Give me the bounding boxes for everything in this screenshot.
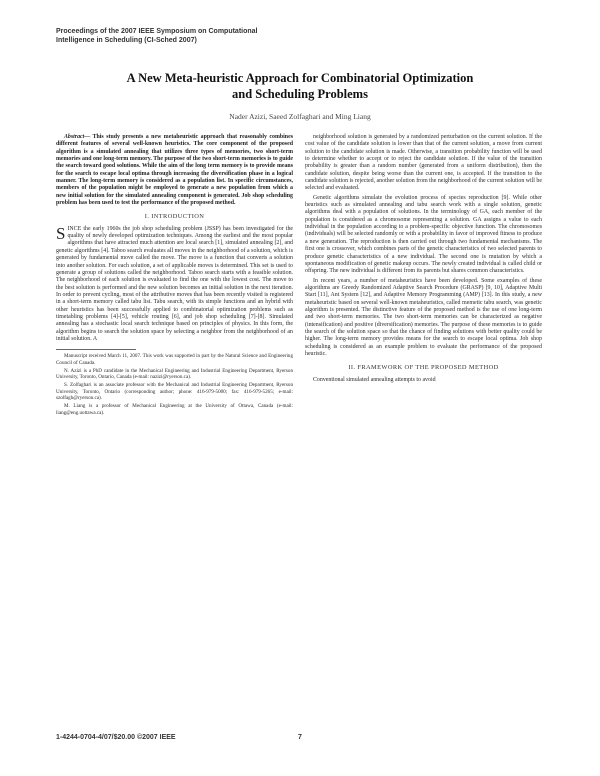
title-line-2: and Scheduling Problems — [232, 87, 368, 101]
section-heading-framework: II. FRAMEWORK OF THE PROPOSED METHOD — [348, 364, 499, 372]
proceedings-line-1: Proceedings of the 2007 IEEE Symposium on Computational — [56, 28, 258, 35]
footnote-author-azizi: N. Azizi is a PhD candidate in the Mechanical Engineering and Industrial Engineering Department, Ryerson University, Toronto, Ontario, Canada (e-mail: nazizi@ryerson.ca). — [56, 367, 293, 381]
body-paragraph-framework: Conventional simulated annealing attempts to avoid — [313, 376, 436, 383]
author-list: Nader Azizi, Saeed Zolfaghari and Ming Liang — [229, 112, 371, 121]
footnote-author-liang: M. Liang is a professor of Mechanical Engineering at the University of Ottawa, Canada (e-mail: liang@eng.uottawa.ca). — [56, 403, 293, 416]
page-number: 7 — [298, 734, 302, 741]
abstract-text: — This study presents a new metaheuristic approach that reasonably combines different features of several well-known heuristics. The core component of the proposed algorithm is a simulated annealing that utilizes three types of memories, two short-term memories and one long-term memory. The purpose of the two short-term memories is to guide the search toward good solutions. While the aim of the long term memory is to provide means for the search to escape local optima through increasing the diversification phase in a logical manner. The long-term memory is considered as a population list. In specific circumstances, members of the population might be employed to generate a new population from which a new initial solution for the simulated annealing component is generated. Job shop scheduling problem has been used to test the performance of the proposed method. — [56, 134, 293, 207]
title-line-1: A New Meta-heuristic Approach for Combinatorial Optimization — [126, 71, 474, 85]
footnote-manuscript: Manuscript received March 11, 2007. This work was supported in part by the Natural Science and Engineering Council of Canada. — [56, 353, 293, 366]
abstract — [56, 134, 293, 207]
drop-cap: S — [56, 223, 66, 243]
abstract-label: Abstract — [64, 134, 85, 140]
section-heading-introduction: I. INTRODUCTION — [144, 213, 205, 221]
footnote-author-zolfaghari: S. Zolfaghari is an associate professor with the Mechanical and Industrial Engineering Department, Ryerson University, Toronto, Ontario (corresponding author; phone: 416-979-5000; fax: 416-979-5265; e-mail: szolfagh@ryerson.ca). — [56, 382, 293, 402]
body-paragraph-metaheuristics: In recent years, a number of metaheuristics have been developed. Some examples of these algorithms are Greedy Randomized Adaptive Search Procedure (GRASP) [9, 10], Adaptive Multi Start [11], Ant System [12], and Adaptive Memory Programming (AMP) [13]. In this study, a new metaheuristic based on several well-known metaheuristics, called memetic tabu search, was genetic algorithm is presented. The distinctive feature of the proposed method is the use of one long-term and two short-term memories. The two short-term memories can be characterized as negative (intensification) and positive (diversification) memories. The purpose of these memories is to guide the search of the solution space so that the chance of finding solutions with better quality could be higher. The long-term memory provides means for the search to escape local optima. Job shop scheduling is considered as an example problem to evaluate the performance of the proposed heuristic. — [305, 277, 542, 357]
isbn-footer: 1-4244-0704-4/07/$20.00 ©2007 IEEE — [56, 734, 176, 741]
paper-title — [60, 70, 540, 102]
proceedings-line-2: Intelligence in Scheduling (CI-Sched 2007) — [56, 37, 197, 44]
right-column — [305, 134, 542, 386]
body-paragraph-ga: Genetic algorithms simulate the evolution process of species reproduction [9]. While other heuristics such as simulated annealing and tabu search work with a single solution, genetic algorithms deal with a population of solutions. In the terminology of GA, each member of the population is considered as a chromosome representing a solution. GA assigns a value to each individual in the population according to a problem-specific objective function. The chromosomes (individuals) will be selected randomly or with a probability in favor of improved fitness to produce a new generation. The reproduction is then carried out through two fundamental mechanisms. The first one is crossover, which combines parts of the genetic characteristics of two selected parents to produce genetic characteristics of a new individual. The second one is mutation by which a spontaneous modification of genetic makeup occurs. The newly created individual is called child or offspring. The new individual is different from its parents but shares common characteristics. — [305, 194, 542, 275]
intro-paragraph — [56, 223, 293, 344]
intro-paragraph-text: INCE the early 1960s the job shop scheduling problem (JSSP) has been investigated for the quality of newly developed optimization techniques. Among the earliest and the most popular algorithms that have attracted much attention are local search [1], simulated annealing [2], and genetic algorithms [4]. Taboo search evaluates all moves in the neighborhood of a solution, which is generated by fundamental move called the move. The move is a function that converts a solution into another solution. For each solution, a set of applicable moves is determined. This set is used to generate a group of solutions called the neighborhood. Taboo search starts with a feasible solution. The neighborhood of each solution is evaluated to find the one with the lowest cost. The move to the best solution is performed and the new solution becomes an initial solution in the next iteration. In order to prevent cycling, most of the attributive moves that has been recently visited is registered in a short-term memory called tabu list. Tabu search, with its simple functions and an hybrid with other heuristics has been successfully applied to combinatorial optimization problems such as timetabling problems [4]-[5], vehicle routing [6], and job shop scheduling [7]-[8]. Simulated annealing has a stochastic local search technique based on principles of physics. In this form, the algorithm begins to search the solution space by selecting a neighbor from the neighborhood of an initial solution. A — [56, 225, 293, 342]
body-paragraph-sa: neighborhood solution is generated by a randomized perturbation on the current solution. If the cost value of the candidate solution is lower than that of the current solution, a move from current solution to the candidate solution is made. Otherwise, a transition probability function will be used to determine whether to accept or to reject the candidate solution. If the value of the transition probability is greater than a random number (generated from a uniform distribution), then the candidate solution, despite being worse than the current one, is accepted. If the transition to the candidate solution is rejected, another solution from the neighborhood of the current solution will be selected and evaluated. — [305, 134, 542, 192]
proceedings-header — [56, 27, 396, 45]
footnote-divider — [56, 349, 136, 350]
left-column — [56, 134, 293, 418]
